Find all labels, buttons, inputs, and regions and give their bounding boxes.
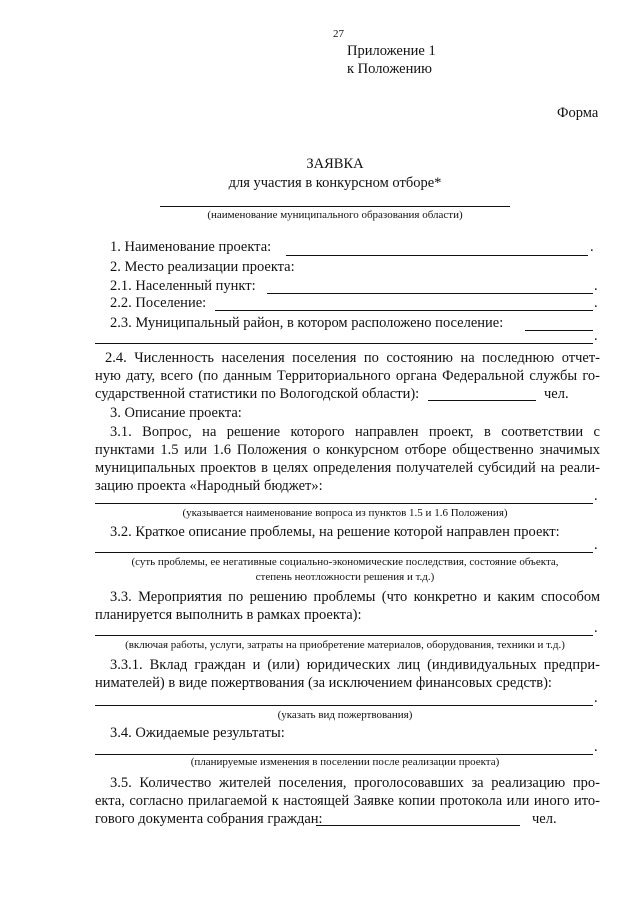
expected-results-field[interactable] xyxy=(95,754,593,755)
page-number: 27 xyxy=(333,28,344,40)
municipality-field[interactable] xyxy=(160,206,510,207)
municipality-caption: (наименование муниципального образования области) xyxy=(207,209,463,221)
item-3-3-line2: планируется выполнить в рамках проекта): xyxy=(95,607,362,623)
population-unit: чел. xyxy=(544,386,569,402)
line-end: . xyxy=(590,239,594,255)
line-end: . xyxy=(594,739,598,755)
activities-field[interactable] xyxy=(95,635,593,636)
item-2-1-label: 2.1. Населенный пункт: xyxy=(110,278,256,294)
district-field[interactable] xyxy=(525,330,593,331)
donation-field[interactable] xyxy=(95,705,593,706)
item-2-4-line3: сударственной статистики по Вологодской области): xyxy=(95,386,420,402)
line-end: . xyxy=(594,488,598,504)
item-3-1-line3: муниципальных проектов в целях определения получателей субсидий на реали- xyxy=(95,460,600,476)
line-end: . xyxy=(594,278,598,294)
item-1-label: 1. Наименование проекта: xyxy=(110,239,272,255)
appendix-line2: к Положению xyxy=(347,61,432,77)
line-end: . xyxy=(594,295,598,311)
item-3-3-1-line2: нимателей) в виде пожертвования (за исключением финансовых средств): xyxy=(95,675,552,691)
line-end: . xyxy=(594,690,598,706)
issue-field[interactable] xyxy=(95,503,593,504)
item-2-2-label: 2.2. Поселение: xyxy=(110,295,207,311)
appendix-line1: Приложение 1 xyxy=(347,43,436,59)
item-2-4-line2: ную дату, всего (по данным Территориального органа Федеральной службы го- xyxy=(95,368,600,384)
population-field[interactable] xyxy=(428,400,536,401)
item-2-label: 2. Место реализации проекта: xyxy=(110,259,295,275)
votes-unit: чел. xyxy=(532,811,557,827)
municipality-settlement-field[interactable] xyxy=(215,310,593,311)
problem-description-field[interactable] xyxy=(95,552,593,553)
issue-caption: (указывается наименование вопроса из пунктов 1.5 и 1.6 Положения) xyxy=(182,507,508,519)
settlement-field[interactable] xyxy=(267,293,593,294)
item-3-5-line2: екта, согласно прилагаемой к настоящей Заявке копии протокола или иного ито- xyxy=(95,793,600,809)
document-title: ЗАЯВКА xyxy=(306,156,364,172)
line-end: . xyxy=(594,620,598,636)
problem-caption-line2: степень неотложности решения и т.д.) xyxy=(255,571,435,583)
activities-caption: (включая работы, услуги, затраты на приобретение материалов, оборудования, техники и т.д.) xyxy=(125,639,565,651)
item-3-label: 3. Описание проекта: xyxy=(110,405,242,421)
problem-caption-line1: (суть проблемы, ее негативные социально-экономические последствия, состояние объекта, xyxy=(131,556,559,568)
expected-results-caption: (планируемые изменения в поселении после реализации проекта) xyxy=(190,756,500,768)
line-end: . xyxy=(594,537,598,553)
item-3-4-label: 3.4. Ожидаемые результаты: xyxy=(110,725,285,741)
item-3-3-1-line1: 3.3.1. Вклад граждан и (или) юридических лиц (индивидуальных предпри- xyxy=(110,657,600,673)
donation-caption: (указать вид пожертвования) xyxy=(277,709,413,721)
district-field-continuation[interactable] xyxy=(95,343,593,344)
item-2-3-label: 2.3. Муниципальный район, в котором расположено поселение: xyxy=(110,315,504,331)
item-3-5-line1: 3.5. Количество жителей поселения, проголосовавших за реализацию про- xyxy=(110,775,600,791)
item-3-3-line1: 3.3. Мероприятия по решению проблемы (что конкретно и каким способом xyxy=(110,589,600,605)
line-end: . xyxy=(594,328,598,344)
votes-count-field[interactable] xyxy=(316,825,520,826)
item-3-5-line3: гового документа собрания граждан: xyxy=(95,811,323,827)
item-2-4-line1: 2.4. Численность населения поселения по состоянию на последнюю отчет- xyxy=(105,350,600,366)
form-label: Форма xyxy=(557,105,599,121)
project-name-field[interactable] xyxy=(286,255,588,256)
item-3-1-line4: зацию проекта «Народный бюджет»: xyxy=(95,478,323,494)
item-3-1-line1: 3.1. Вопрос, на решение которого направлен проект, в соответствии с xyxy=(110,424,600,440)
item-3-1-line2: пунктами 1.5 или 1.6 Положения о конкурсном отборе общественно значимых xyxy=(95,442,600,458)
document-subtitle: для участия в конкурсном отборе* xyxy=(228,175,442,191)
item-3-2-label: 3.2. Краткое описание проблемы, на решение которой направлен проект: xyxy=(110,524,560,540)
